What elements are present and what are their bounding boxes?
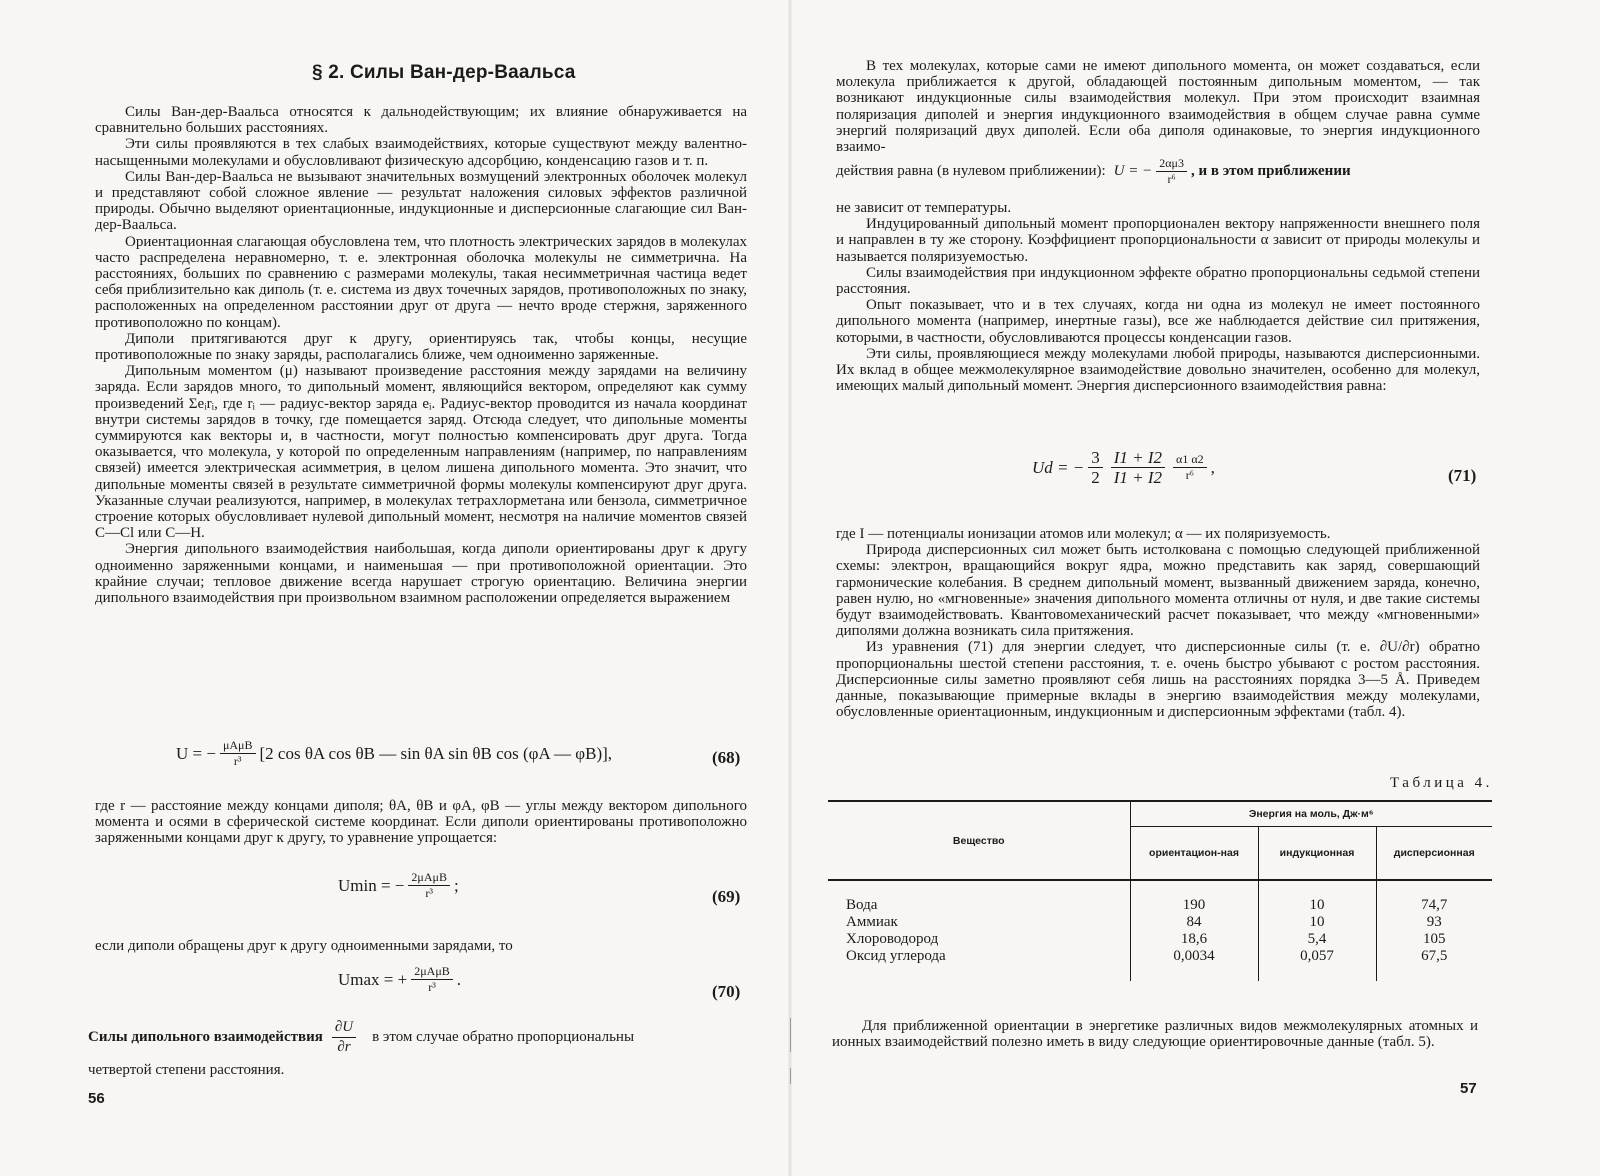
table-cell: 74,7 (1376, 897, 1492, 914)
frac-denominator: r⁶ (1167, 172, 1176, 186)
equation-69 (338, 870, 459, 901)
eq-rhs: [2 cos θA cos θB — sin θA sin θB cos (φA — φB)], (259, 743, 613, 763)
eq-lhs: U = − (1113, 163, 1153, 179)
paragraph: Силы Ван-дер-Ваальса не вызывают значительных возмущений электронных оболочек молекул и представляют собой сложное явление — результат наложения силовых эффектов различной природы. Обычно выделяют ориентационные, индукционные и дисперсионные слагающие сил Ван-дер-Ваальса. (95, 168, 747, 234)
table-cell: 10 (1258, 914, 1376, 931)
eq-rhs: . (456, 969, 462, 989)
table-row (828, 948, 1492, 965)
eq-fraction (220, 738, 256, 769)
table-header-col: ориентацион-ная (1130, 827, 1258, 881)
paragraph: Опыт показывает, что и в тех случаях, когда ни одна из молекул не имеет постоянного дипольного момента (например, инертные газы), все же наблюдается действие сил притяжения, которыми, в частности, обусловливаются процессы конденсации газов. (836, 297, 1480, 346)
frac-denominator: r⁶ (1185, 468, 1194, 482)
equation-induction (836, 156, 1480, 187)
page-number: 56 (88, 1090, 105, 1107)
right-body-bottom (832, 1018, 1478, 1050)
paragraph: Из уравнения (71) для энергии следует, что дисперсионные силы (т. е. ∂U/∂r) обратно пропорциональны шестой степени расстояния, т. е. очень быстро убывают с ростом расстояния. Дисперсионные силы заметно проявляют себя лишь на расстояниях порядка 3—5 Å. Приведем данные, показывающие примерные вклады в энергию взаимодействия между молекулами, обусловленные ориентационным, индукционным и дисперсионным эффектами (табл. 4). (836, 639, 1480, 721)
left-body-mid (95, 798, 747, 847)
table-row (828, 914, 1492, 931)
paragraph: Дипольным моментом (μ) называют произведение расстояния между зарядами на величину заряда. Если зарядов много, то дипольный момент, являющийся вектором, определяют как сумму произведений Σeᵢrᵢ, где rᵢ — радиус-вектор заряда eᵢ. Радиус-вектор проводится из начала координат внутри системы зарядов в точку, где помещается заряд. Отсюда следует, что дипольные моменты суммируются как векторы и, в частности, могут полностью компенсировать друг друга. Тогда оказывается, что молекула, у которой по определенным направлениям (например, по направлениям связей) имеется электрическая асимметрия, в целом лишена дипольного момента. Это значит, что дипольные моменты связей в результате симметричной формы молекулы компенсируют друг друга. Указанные случаи реализуются, например, в молекулах тетрахлорметана или бензола, симметричное строение которых обусловливает нулевой дипольный момент, несмотря на наличие моментов связей C—Cl или C—H. (95, 363, 747, 542)
table-row (828, 931, 1492, 948)
table-cell-substance: Вода (846, 897, 878, 913)
table-cell: 5,4 (1258, 931, 1376, 948)
frac-denominator: r³ (425, 886, 433, 900)
equation-70 (338, 964, 461, 995)
table-caption: Таблица 4. (1390, 775, 1493, 791)
equation-68 (176, 738, 612, 769)
equation-number: (68) (712, 748, 741, 767)
frac-numerator: ∂U (332, 1018, 356, 1038)
table-cell: 0,0034 (1130, 948, 1258, 965)
page-number: 57 (1460, 1080, 1477, 1097)
frac-numerator: μAμB (220, 738, 256, 754)
equation-number: (71) (1448, 466, 1477, 485)
eq-text-before: действия равна (в нулевом приближении): (836, 163, 1106, 179)
equation-71 (1032, 448, 1215, 487)
paragraph: если диполи обращены друг к другу одноименными зарядами, то (95, 938, 513, 954)
paragraph: В тех молекулах, которые сами не имеют дипольного момента, он может создаваться, если молекула приближается к другой, обладающей постоянным дипольным моментом, — так возникают индукционные силы взаимодействия молекул. При этом происходит взаимная поляризация диполей и энергия индукционного взаимодействия в общем случае равна сумме энергий поляризаций двух диполей. Если оба диполя одинаковые, то энергия индукционного взаимо- (836, 58, 1480, 156)
frac-numerator: α1 α2 (1173, 452, 1207, 468)
table-header-group: Энергия на моль, Дж·м⁶ (1130, 801, 1492, 827)
right-body-lower (836, 526, 1480, 720)
frac-denominator: 2 (1091, 468, 1100, 487)
table-cell: 67,5 (1376, 948, 1492, 965)
frac-denominator: I1 + I2 (1113, 468, 1163, 487)
table-cell: 10 (1258, 897, 1376, 914)
eq-lhs: Umax = + (338, 969, 408, 989)
paragraph-lead: Силы дипольного взаимодействия (88, 1029, 323, 1045)
paragraph: Энергия дипольного взаимодействия наибольшая, когда диполи ориентированы друг к другу одноименно заряженными концами, и наименьшая — при противоположной ориентации. Это крайние случаи; тепловое движение всегда нарушает строгую ориентацию. Величина энергии дипольного взаимодействия при произвольном взаимном расположении определяется выражением (95, 541, 747, 607)
table-cell: 0,057 (1258, 948, 1376, 965)
paragraph: Силы Ван-дер-Ваальса относятся к дальнодействующим; их влияние обнаруживается на сравнительно больших расстояниях. (95, 104, 747, 137)
energy-table (828, 800, 1492, 981)
frac-numerator: 3 (1088, 448, 1103, 468)
right-body-top (836, 58, 1480, 155)
paragraph: Индуцированный дипольный момент пропорционален вектору напряженности внешнего поля и направлен в ту же сторону. Коэффициент пропорциональности α зависит от природы молекулы и называется поляризуемостью. (836, 216, 1480, 265)
eq-lhs: Umin = − (338, 875, 405, 895)
frac-denominator: r³ (233, 754, 242, 768)
table-header-col: индукционная (1258, 827, 1376, 881)
paragraph: Ориентационная слагающая обусловлена тем, что плотность электрических зарядов в молекулах часто распределена неравномерно, т. е. электронная оболочка молекулы не симметрична. На расстояниях, больших по сравнению с размерами молекулы, такая несимметричная частица ведет себя приблизительно как диполь (т. е. система из двух точечных зарядов, противоположных по знаку, расположенных на определенном расстоянии друг от друга — нечто вроде стержня, заряженного противоположно по концам). (95, 233, 747, 331)
paragraph: не зависит от температуры. (836, 200, 1012, 216)
eq-fraction (1088, 448, 1103, 487)
gutter-mark (790, 1068, 791, 1084)
paragraph: где r — расстояние между концами диполя; θA, θB и φA, φB — углы между вектором дипольного момента и осями в сферической системе координат. Если диполи ориентированы противоположно заряженными концами друг к другу, то уравнение упрощается: (95, 798, 747, 847)
eq-fraction (1156, 156, 1187, 187)
eq-fraction (411, 964, 453, 995)
table-cell: 93 (1376, 914, 1492, 931)
paragraph-tail: в этом случае обратно пропорциональны (372, 1029, 635, 1045)
section-title: § 2. Силы Ван-дер-Ваальса (312, 62, 576, 83)
frac-numerator: 2μAμB (411, 964, 453, 980)
paragraph: Эти силы проявляются в тех слабых взаимодействиях, которые существуют между валентно-насыщенными молекулами и обусловливают физическую адсорбцию, конденсацию газов и т. п. (95, 136, 747, 169)
paragraph: Диполи притягиваются друг к другу, ориентируясь так, чтобы концы, несущие противоположные по знаку заряды, располагались ближе, чем одноименно заряженные. (95, 330, 747, 364)
derivative-fraction (332, 1018, 356, 1057)
left-page (0, 0, 790, 1176)
paragraph: Для приближенной ориентации в энергетике различных видов межмолекулярных атомных и ионных взаимодействий полезно иметь в виду следующие ориентировочные данные (табл. 5). (832, 1018, 1478, 1051)
frac-denominator: r³ (428, 980, 436, 994)
eq-fraction (1173, 452, 1207, 483)
eq-lhs: Ud = − (1032, 457, 1085, 477)
right-body-mid (836, 200, 1480, 394)
table-cell: 84 (1130, 914, 1258, 931)
paragraph: Эти силы, проявляющиеся между молекулами любой природы, называются дисперсионными. Их вклад в общее межмолекулярное взаимодействие довольно значителен, особенно для молекул, имеющих малый дипольный момент. Энергия дисперсионного взаимодействия равна: (836, 345, 1480, 395)
table-cell: 105 (1376, 931, 1492, 948)
eq-lhs: U = − (176, 743, 216, 763)
frac-numerator: 2μAμB (408, 870, 450, 886)
table-cell: 18,6 (1130, 931, 1258, 948)
last-paragraph-line1 (88, 1018, 634, 1057)
equation-number: (70) (712, 982, 741, 1001)
eq-text-after: , и в этом приближении (1190, 163, 1351, 179)
frac-numerator: 2αμ3 (1156, 156, 1187, 172)
paragraph: Природа дисперсионных сил может быть истолкована с помощью следующей приближенной схемы: электрон, вращающийся вокруг ядра, можно представить как заряд, совершающий гармонические колебания. В среднем дипольный момент, вызванный движением заряда, конечно, равен нулю, но «мгновенные» значения дипольного момента отличны от нуля, и две такие системы будут взаимодействовать. Квантовомеханический расчет показывает, что между «мгновенными» диполями должна возникать сила притяжения. (836, 542, 1480, 640)
left-body-top (95, 104, 747, 606)
table-cell: 190 (1130, 897, 1258, 914)
table-header-col: дисперсионная (1376, 827, 1492, 881)
table-header-substance: Вещество (828, 801, 1130, 880)
equation-number: (69) (712, 887, 741, 906)
frac-denominator: ∂r (337, 1039, 351, 1055)
table-cell-substance: Хлороводород (846, 931, 939, 947)
table-cell-substance: Оксид углерода (846, 948, 946, 964)
table-cell-substance: Аммиак (846, 914, 898, 930)
paragraph: где I — потенциалы ионизации атомов или молекул; α — их поляризуемость. (836, 526, 1331, 542)
eq-fraction (1111, 448, 1165, 487)
paragraph: Силы взаимодействия при индукционном эффекте обратно пропорциональны седьмой степени расстояния. (836, 264, 1480, 298)
eq-rhs: , (1210, 457, 1215, 477)
left-body-mid2 (95, 938, 747, 954)
eq-rhs: ; (453, 875, 459, 895)
gutter-mark (790, 1018, 791, 1052)
table-row (828, 897, 1492, 914)
frac-numerator: I1 + I2 (1111, 448, 1165, 468)
eq-fraction (408, 870, 450, 901)
last-paragraph-line2: четвертой степени расстояния. (88, 1062, 285, 1078)
